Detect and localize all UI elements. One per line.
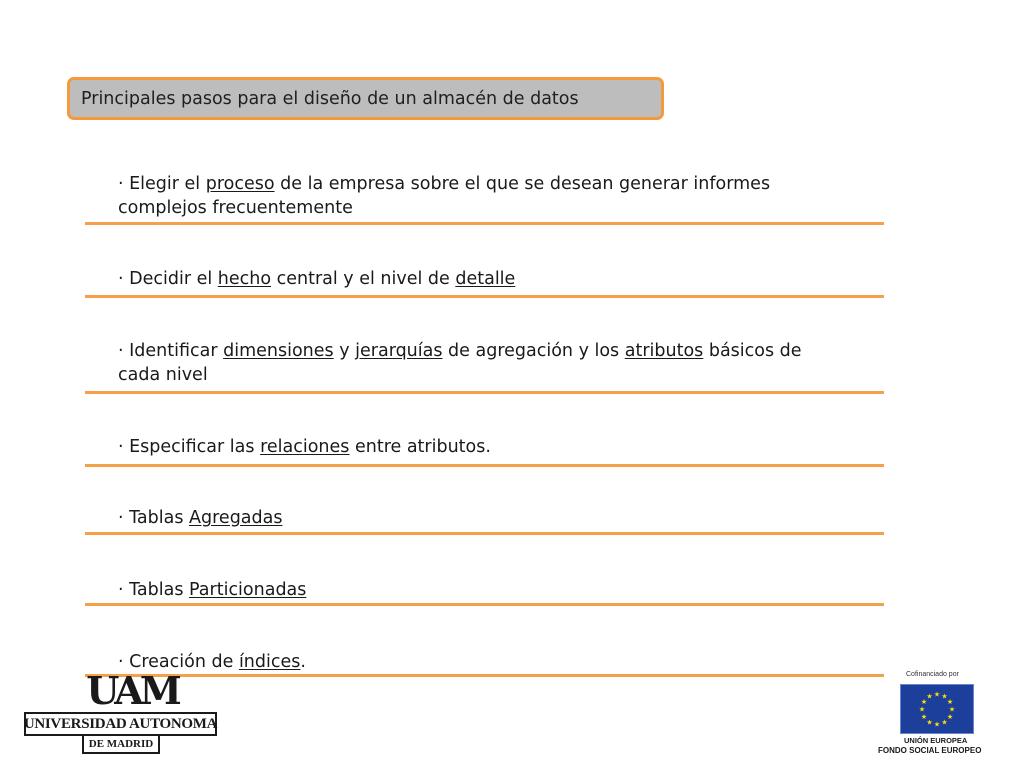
eu-star-icon: ★ xyxy=(941,692,948,701)
term-relaciones: relaciones xyxy=(260,437,350,457)
step-item-2 xyxy=(85,267,884,298)
eu-star-icon: ★ xyxy=(933,720,941,729)
term-hecho: hecho xyxy=(217,269,272,289)
eu-star-icon: ★ xyxy=(946,698,954,706)
eu-star-icon: ★ xyxy=(926,692,933,701)
eu-star-icon: ★ xyxy=(920,698,928,706)
uam-name: UNIVERSIDAD AUTONOMA xyxy=(24,712,217,736)
step-item-6 xyxy=(85,578,884,606)
eu-star-icon: ★ xyxy=(926,718,933,727)
uam-logo xyxy=(23,668,219,756)
step-item-4 xyxy=(85,435,884,467)
term-detalle: detalle xyxy=(455,269,516,289)
eu-flag-icon xyxy=(900,684,974,734)
uam-city: DE MADRID xyxy=(82,736,160,754)
term-proceso: proceso xyxy=(205,174,275,194)
term-atributos: atributos xyxy=(624,341,704,361)
uam-monogram: UAM xyxy=(86,668,178,713)
eu-star-icon: ★ xyxy=(918,705,926,714)
eu-fund-label: FONDO SOCIAL EUROPEO xyxy=(878,746,982,755)
step-text: · Decidir el hecho central y el nivel de detalle xyxy=(118,269,516,289)
step-text: · Creación de índices. xyxy=(118,652,306,672)
term-particionadas: Particionadas xyxy=(189,580,307,600)
eu-star-icon: ★ xyxy=(933,690,941,699)
term-agregadas: Agregadas xyxy=(189,508,283,528)
eu-union-label: UNIÓN EUROPEA xyxy=(904,736,968,745)
step-text: · Elegir el proceso de la empresa sobre el que se desean generar informes complejos frecuentemente xyxy=(118,174,771,218)
eu-star-icon: ★ xyxy=(920,713,928,721)
term-dimensiones: dimensiones xyxy=(223,341,334,361)
step-text: · Tablas Agregadas xyxy=(118,508,283,528)
eu-star-icon: ★ xyxy=(948,705,956,714)
step-item-5 xyxy=(85,506,884,535)
step-text: · Identificar dimensiones y jerarquías de agregación y los atributos básicos de cada nivel xyxy=(118,341,802,385)
step-text: · Especificar las relaciones entre atributos. xyxy=(118,437,491,457)
eu-star-icon: ★ xyxy=(946,713,954,721)
step-item-3 xyxy=(85,339,884,394)
step-text: · Tablas Particionadas xyxy=(118,580,307,600)
term-indices: índices xyxy=(238,652,301,672)
eu-logo xyxy=(876,671,1000,759)
eu-cofinanced-label: Cofinanciado por xyxy=(906,671,959,678)
eu-star-icon: ★ xyxy=(941,718,948,727)
term-jerarquias: jerarquías xyxy=(355,341,443,361)
slide-title: Principales pasos para el diseño de un almacén de datos xyxy=(67,77,664,120)
step-item-1 xyxy=(85,172,884,225)
